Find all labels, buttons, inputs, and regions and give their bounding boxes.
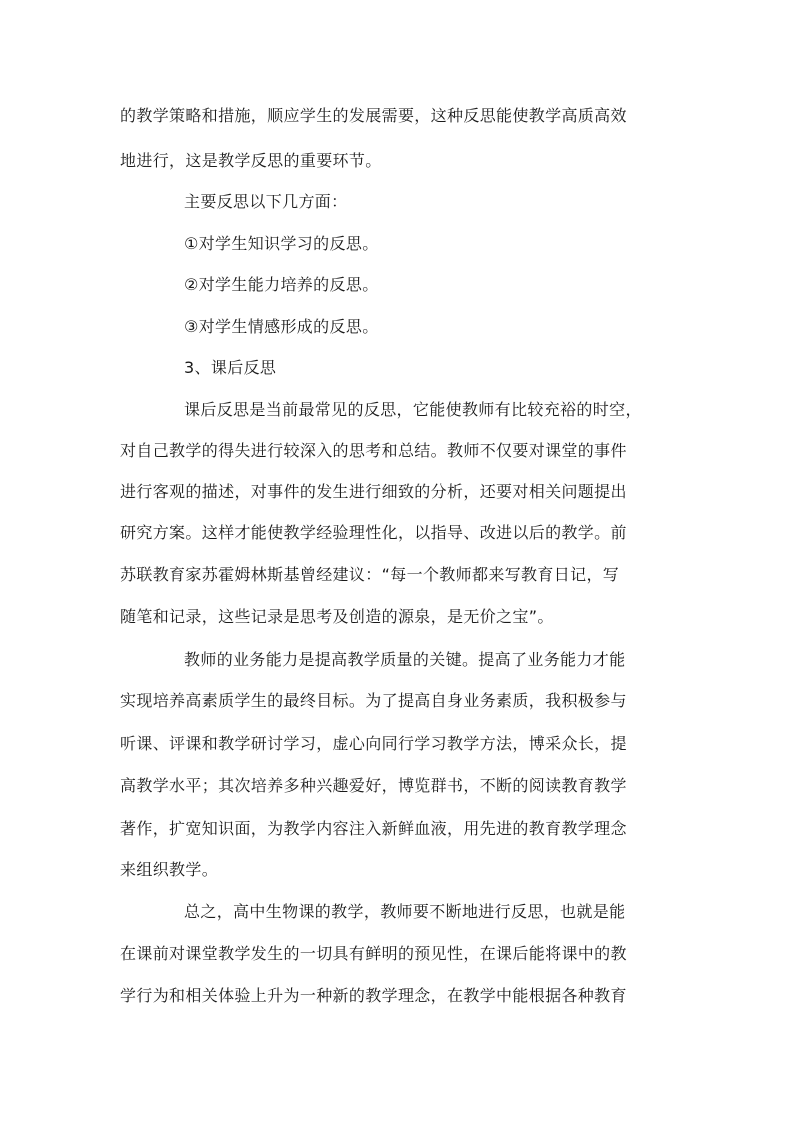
text-line: 进行客观的描述，对事件的发生进行细致的分析，还要对相关问题提出 bbox=[120, 482, 627, 501]
text-line: 著作，扩宽知识面，为教学内容注入新鲜血液，用先进的教育教学理念 bbox=[120, 819, 627, 838]
list-item: ③对学生情感形成的反思。 bbox=[184, 317, 379, 336]
text-line: 实现培养高素质学生的最终目标。为了提高自身业务素质，我积极参与 bbox=[120, 691, 627, 710]
text-line: 苏联教育家苏霍姆林斯基曾经建议：“每一个教师都来写教育日记，写 bbox=[120, 565, 620, 584]
text-line: 研究方案。这样才能使教学经验理性化，以指导、改进以后的教学。前 bbox=[120, 523, 627, 542]
text-line: 课后反思是当前最常见的反思，它能使教师有比较充裕的时空， bbox=[184, 400, 642, 419]
list-item: ②对学生能力培养的反思。 bbox=[184, 275, 379, 294]
text-line: 听课、评课和教学研讨学习，虚心向同行学习教学方法，博采众长，提 bbox=[120, 734, 627, 753]
section-heading: 3、课后反思 bbox=[184, 358, 277, 377]
text-line: 对自己教学的得失进行较深入的思考和总结。教师不仅要对课堂的事件 bbox=[120, 441, 627, 460]
list-item: ①对学生知识学习的反思。 bbox=[184, 234, 379, 253]
text-line: 主要反思以下几方面： bbox=[184, 192, 348, 211]
text-line: 高教学水平；其次培养多种兴趣爱好，博览群书，不断的阅读教育教学 bbox=[120, 776, 627, 795]
text-line: 在课前对课堂教学发生的一切具有鲜明的预见性，在课后能将课中的教 bbox=[120, 944, 627, 963]
text-line: 地进行，这是教学反思的重要环节。 bbox=[120, 151, 382, 170]
text-line: 的教学策略和措施，顺应学生的发展需要，这种反思能使教学高质高效 bbox=[120, 106, 627, 125]
text-line: 随笔和记录，这些记录是思考及创造的源泉，是无价之宝”。 bbox=[120, 607, 554, 626]
text-line: 学行为和相关体验上升为一种新的教学理念，在教学中能根据各种教育 bbox=[120, 986, 627, 1005]
text-line: 总之，高中生物课的教学，教师要不断地进行反思，也就是能 bbox=[184, 902, 626, 921]
text-line: 来组织教学。 bbox=[120, 860, 219, 879]
text-line: 教师的业务能力是提高教学质量的关键。提高了业务能力才能 bbox=[184, 650, 626, 669]
